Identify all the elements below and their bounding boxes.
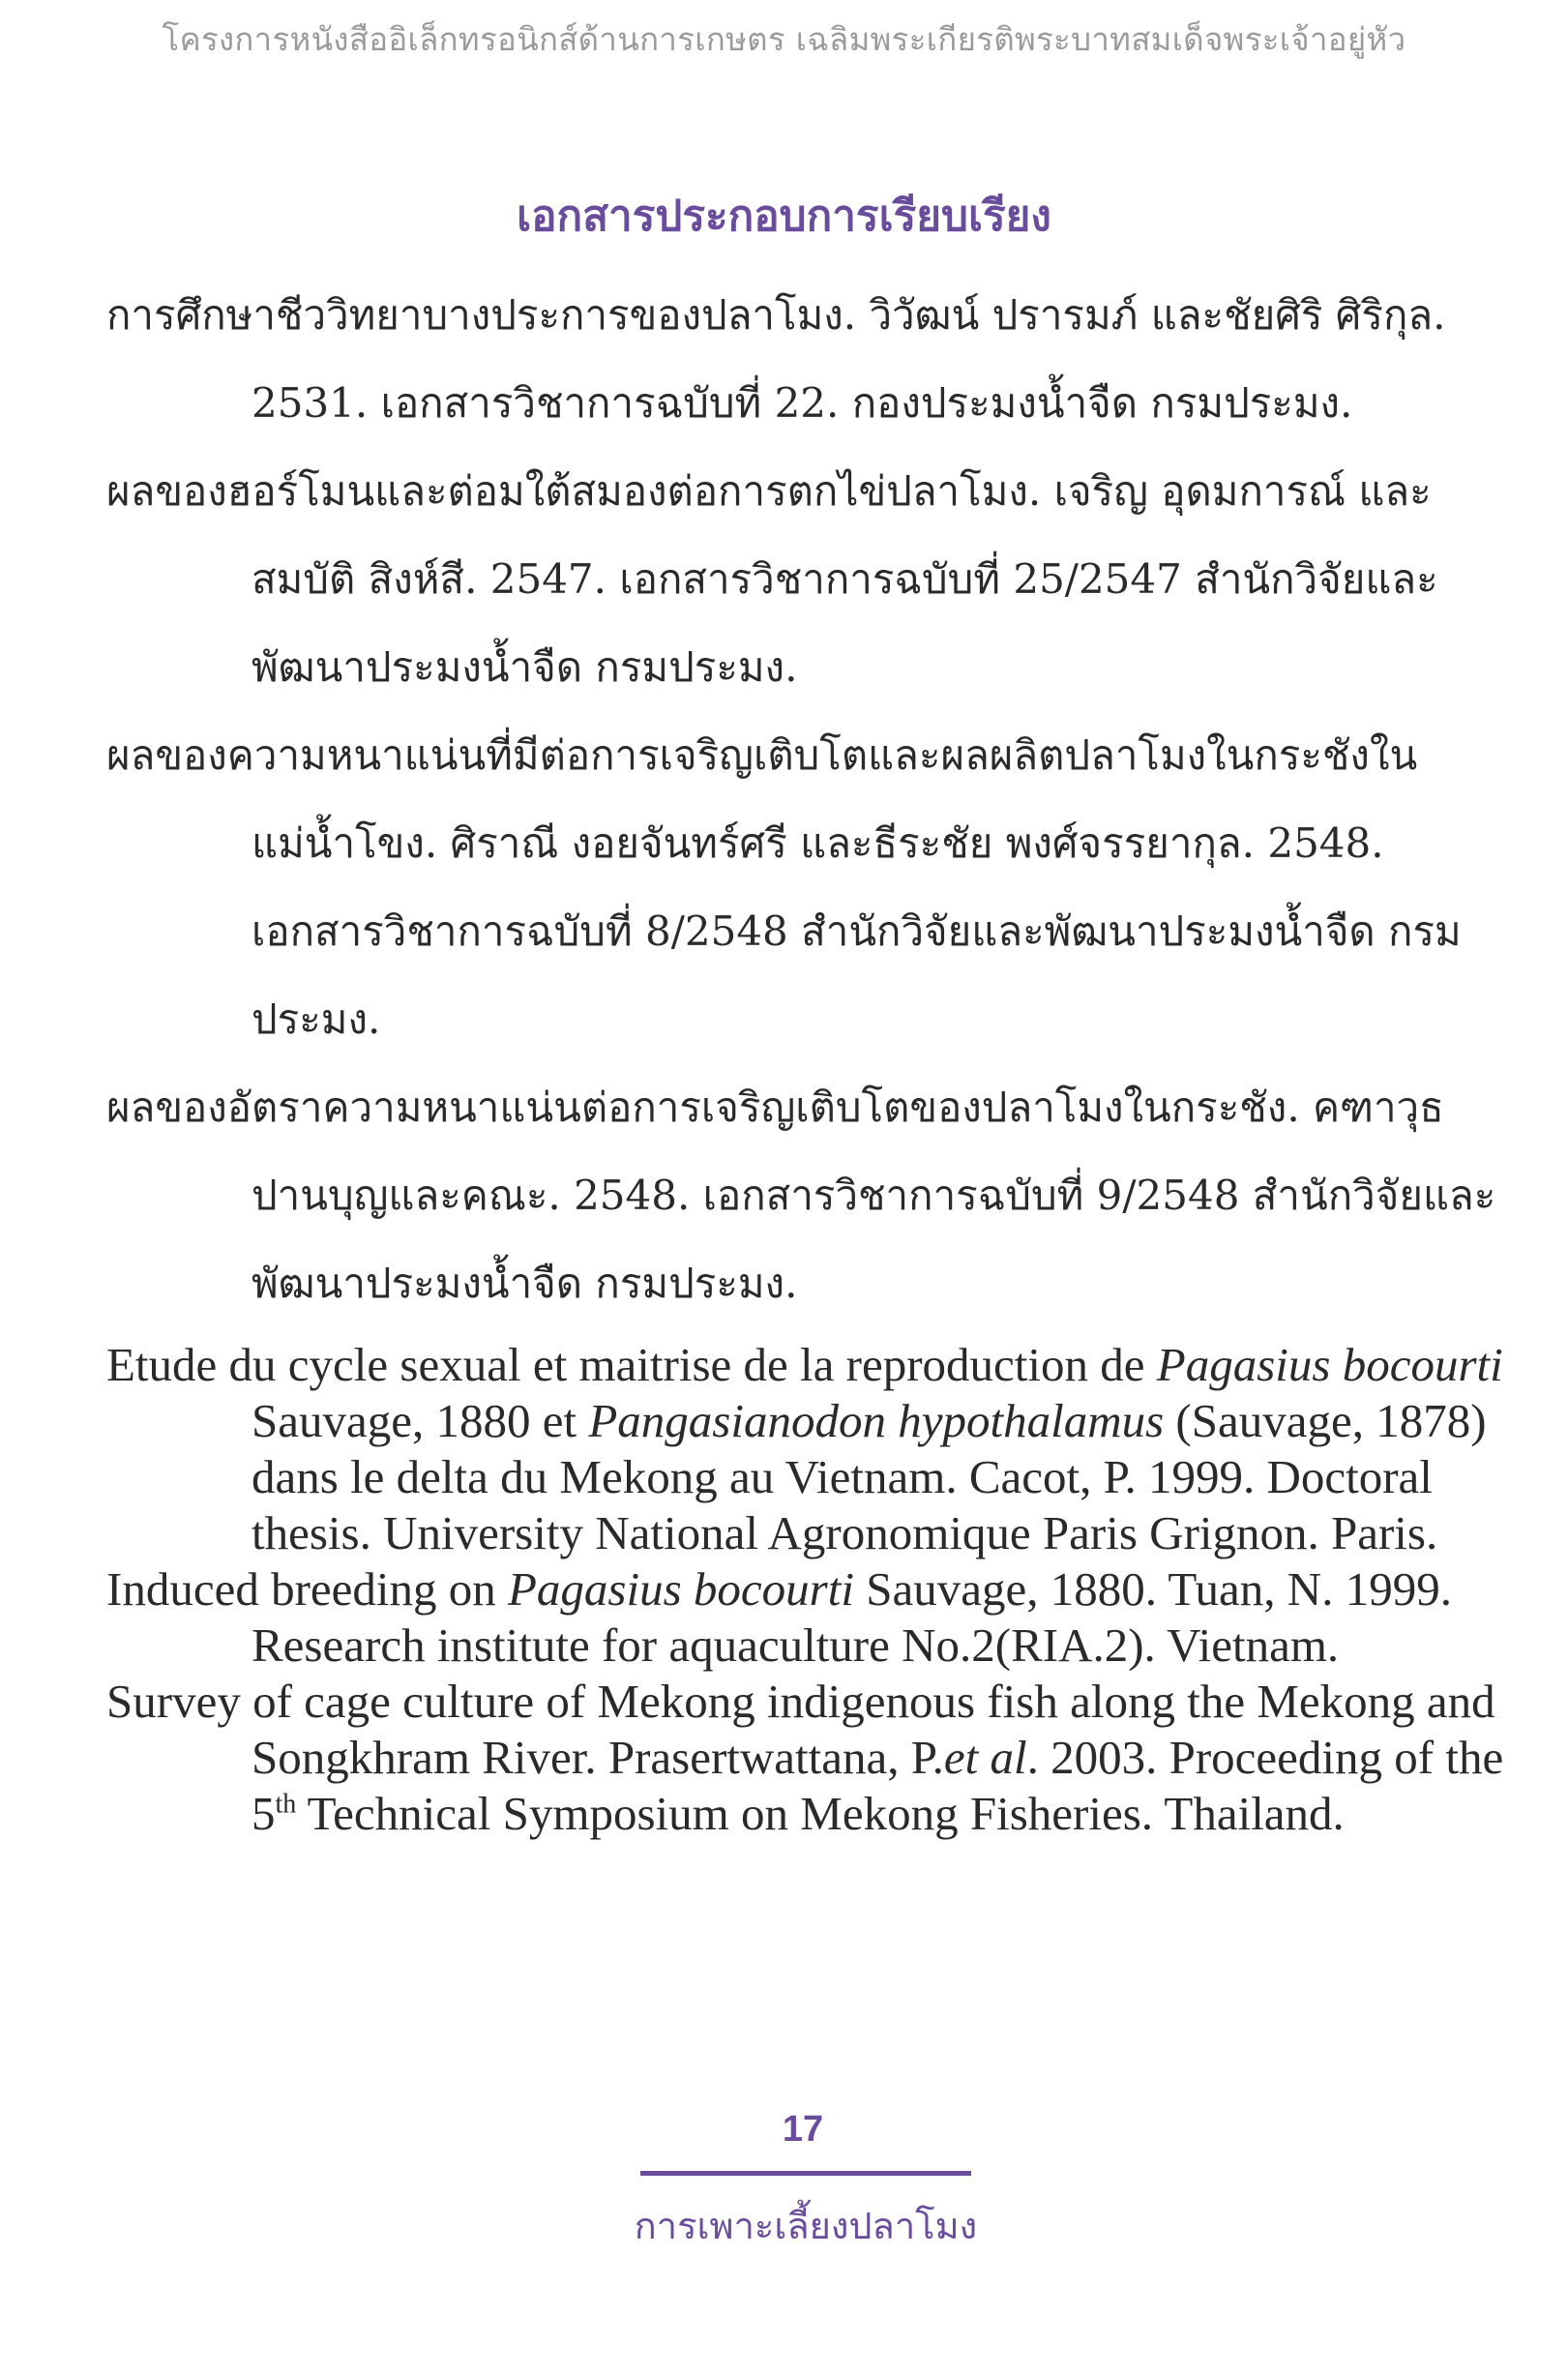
- reference-english-2: [106, 1561, 1519, 1674]
- ref2-text-1: Induced breeding on: [106, 1562, 508, 1616]
- ref1-species-2: Pangasianodon hypothalamus: [588, 1394, 1165, 1447]
- ref2-text-2: Sauvage, 1880. Tuan, N. 1999. Research institute for aquaculture No.2(RIA.2). Vietnam.: [251, 1562, 1452, 1672]
- reference-thai-2: ผลของฮอร์โมนและต่อมใต้สมองต่อการตกไข่ปลาโมง. เจริญ อุดมการณ์ และสมบัติ สิงห์สี. 2547. เอกสารวิชาการฉบับที่ 25/2547 สำนักวิจัยและพัฒนาประมงน้ำจืด กรมประมง.: [106, 467, 1438, 691]
- ref1-text-1: Etude du cycle sexual et maitrise de la reproduction de: [106, 1338, 1157, 1391]
- ref3-text-1: Survey of cage culture of Mekong indigenous fish along the Mekong and Songkhram River. Prasertwattana, P.: [106, 1675, 1495, 1784]
- footer-divider: [640, 2171, 971, 2176]
- ref3-text-2: . 2003. Proceeding of the 5: [251, 1731, 1504, 1840]
- ref1-species-1: Pagasius bocourti: [1156, 1338, 1503, 1391]
- ref2-species: Pagasius bocourti: [508, 1562, 854, 1616]
- section-title: เอกสารประกอบการเรียบเรียง: [517, 192, 1051, 241]
- reference-thai-1: การศึกษาชีววิทยาบางประการของปลาโมง. วิวัฒน์ ปรารมภ์ และชัยศิริ ศิริกุล. 2531. เอกสารวิชาการฉบับที่ 22. กองประมงน้ำจืด กรมประมง.: [106, 291, 1446, 427]
- ref3-et-al: et al: [943, 1731, 1027, 1784]
- ref3-superscript: th: [275, 1789, 297, 1820]
- reference-thai-3: ผลของความหนาแน่นที่มีต่อการเจริญเติบโตและผลผลิตปลาโมงในกระชังในแม่น้ำโขง. ศิราณี งอยจันทร์ศรี และธีระชัย พงศ์จรรยากุล. 2548. เอกสารวิชาการฉบับที่ 8/2548 สำนักวิจัยและพัฒนาประมงน้ำจืด กรมประมง.: [106, 731, 1462, 1043]
- reference-thai-4: ผลของอัตราความหนาแน่นต่อการเจริญเติบโตของปลาโมงในกระชัง. คฑาวุธ ปานบุญและคณะ. 2548. เอกสารวิชาการฉบับที่ 9/2548 สำนักวิจัยและพัฒนาประมงน้ำจืด กรมประมง.: [106, 1084, 1496, 1307]
- reference-english-1: [106, 1337, 1519, 1561]
- ref3-text-3: Technical Symposium on Mekong Fisheries. Thailand.: [296, 1787, 1345, 1840]
- ref1-text-2: Sauvage, 1880 et: [251, 1394, 589, 1447]
- reference-list: [106, 271, 1519, 1842]
- ref1-text-3: (Sauvage, 1878) dans le delta du Mekong au Vietnam. Cacot, P. 1999. Doctoral thesis. University National Agronomique Paris Grignon. Paris.: [251, 1394, 1487, 1559]
- reference-english-3: [106, 1674, 1519, 1842]
- project-header: โครงการหนังสืออิเล็กทรอนิกส์ด้านการเกษตร เฉลิมพระเกียรติพระบาทสมเด็จพระเจ้าอยู่หัว: [162, 20, 1406, 58]
- footer-book-title: การเพาะเลี้ยงปลาโมง: [634, 2205, 978, 2247]
- page-number: 17: [782, 2109, 824, 2150]
